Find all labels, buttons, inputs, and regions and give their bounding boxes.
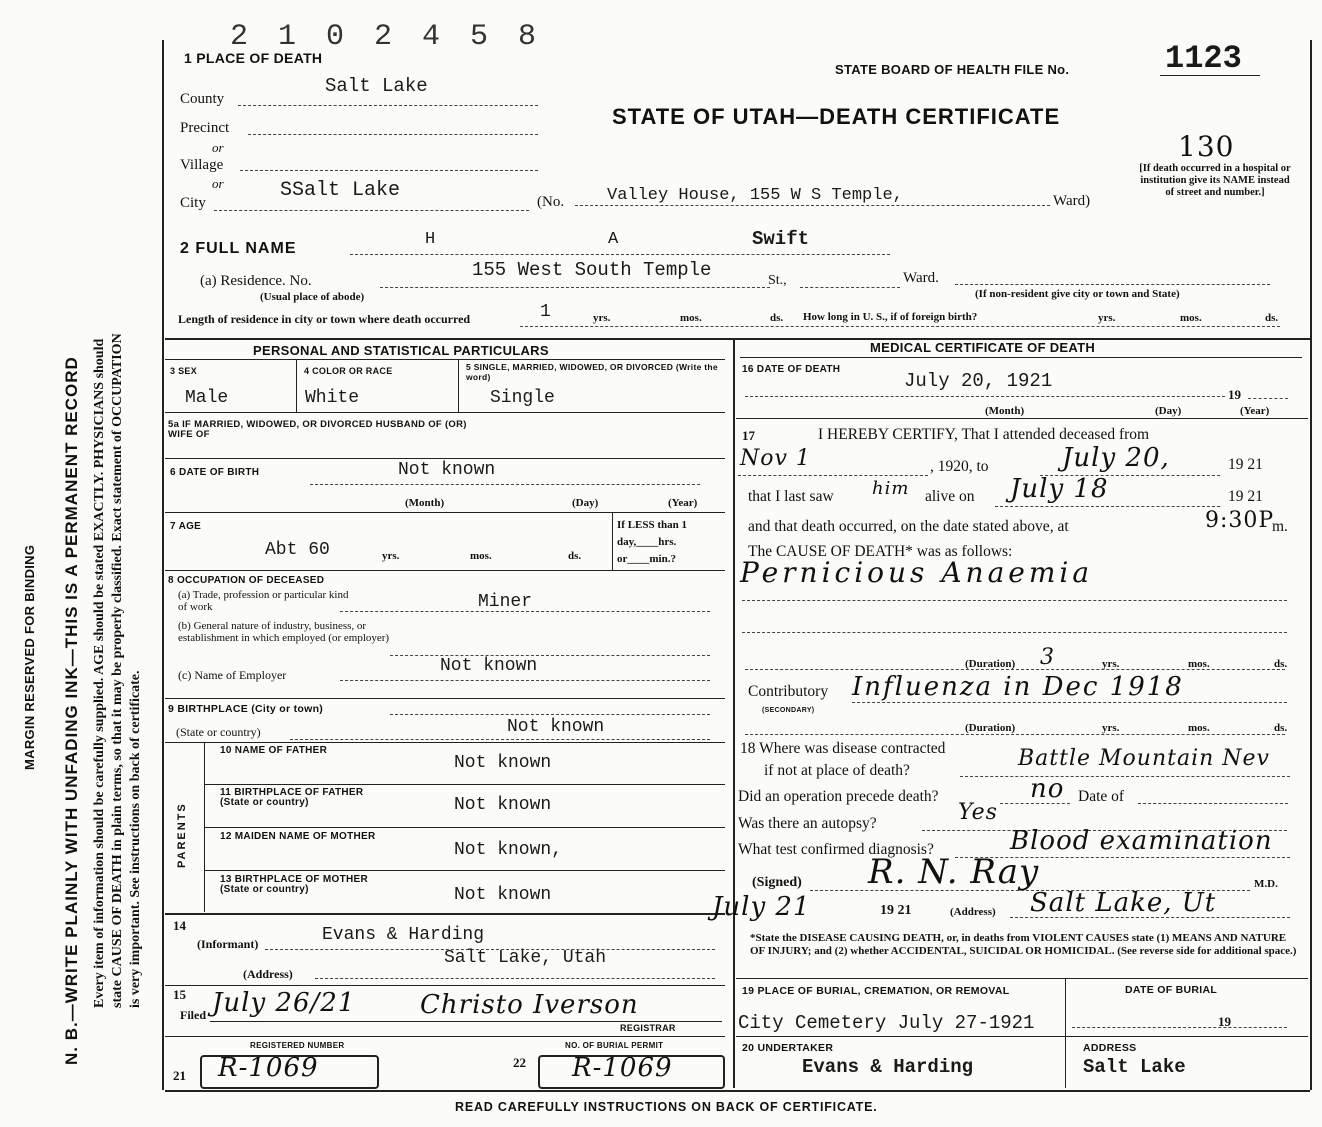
date-of-death-line	[745, 396, 1225, 397]
father-name-value: Not known	[454, 753, 552, 773]
informant-value: Evans & Harding	[322, 925, 485, 945]
age-label: 7 AGE	[170, 521, 202, 532]
residence-ward-label: Ward.	[903, 270, 939, 286]
industry-line	[390, 655, 710, 656]
form-right-border	[1310, 40, 1312, 1090]
section-divider	[733, 338, 735, 1088]
age-value: Abt 60	[265, 540, 330, 560]
length-mos-label: mos.	[680, 312, 702, 324]
middle-initial: A	[608, 230, 619, 249]
certificate-title: STATE OF UTAH—DEATH CERTIFICATE	[612, 104, 1061, 129]
last-saw-date: July 18	[1010, 474, 1109, 504]
row-rule-4	[165, 570, 725, 571]
dob-line	[310, 484, 700, 485]
non-resident-label: (If non-resident give city or town and State)	[975, 288, 1180, 300]
section-top-rule	[165, 338, 1310, 340]
secondary-label: (SECONDARY)	[762, 707, 815, 714]
cause-line-1	[742, 600, 1287, 601]
duration2-ds: ds.	[1274, 722, 1288, 734]
usual-abode-label: (Usual place of abode)	[260, 291, 365, 303]
duration2-line	[745, 734, 1285, 735]
cause-of-death: Pernicious Anaemia	[740, 556, 1094, 589]
duration-line	[745, 669, 1285, 670]
burial-place-label: 19 PLACE OF BURIAL, CREMATION, OR REMOVAL	[742, 985, 1010, 997]
dob-value: Not known	[398, 460, 496, 480]
registered-prefix: 21	[173, 1068, 186, 1083]
spouse-label: 5a IF MARRIED, WIDOWED, OR DIVORCED HUSBAND OF (OR) WIFE OF	[168, 419, 467, 440]
attended-from-line	[738, 475, 928, 476]
row-rule-9	[205, 870, 725, 871]
handwritten-number: 130	[1178, 130, 1235, 163]
birthplace-city-line	[390, 714, 710, 715]
medical-rule-1	[736, 418, 1308, 419]
row-rule-2	[165, 458, 725, 459]
cause-label: The CAUSE OF DEATH* was as follows:	[748, 543, 1013, 560]
physician-address-line	[1010, 917, 1290, 918]
sex-color-divider	[296, 360, 297, 412]
city-line	[214, 210, 529, 211]
county-label: County	[180, 91, 225, 107]
file-no-label: STATE BOARD OF HEALTH FILE No.	[835, 62, 1070, 77]
residence-value: 155 West South Temple	[472, 259, 712, 281]
informant-label: (Informant)	[197, 937, 259, 951]
operation-label: Did an operation precede death?	[738, 788, 939, 805]
filed-number: 15	[173, 987, 186, 1002]
personal-header-rule	[165, 359, 725, 360]
precinct-label: Precinct	[180, 120, 230, 136]
operation-line	[1000, 803, 1070, 804]
row-rule-6	[165, 742, 725, 743]
autopsy-value: Yes	[958, 800, 998, 825]
mother-name-value: Not known,	[454, 840, 563, 860]
age-less-divider	[612, 512, 613, 570]
place-of-death-label: 1 PLACE OF DEATH	[184, 50, 323, 66]
certify-text: I HEREBY CERTIFY, That I attended deceased from	[818, 426, 1150, 443]
operation-date-line	[1138, 803, 1288, 804]
registrar-label: REGISTRAR	[620, 1023, 676, 1033]
time-of-death: 9:30P	[1205, 508, 1275, 533]
occupation-value: Miner	[478, 592, 533, 612]
burial-date-line	[1072, 1027, 1287, 1028]
parents-label: PARENTS	[176, 802, 188, 868]
duration2-yrs: yrs.	[1102, 722, 1120, 734]
cause-footnote: *State the DISEASE CAUSING DEATH, or, in deaths from VIOLENT CAUSES state (1) MEANS AND NATURE OF INJURY; and (2) whether ACCIDENTAL, SUICIDAL OR HOMICIDAL. (See reverse side for additional space.)	[750, 932, 1297, 957]
row-rule-1	[165, 412, 725, 413]
last-name: Swift	[752, 228, 810, 250]
medical-rule-3	[736, 1036, 1308, 1037]
personal-header: PERSONAL AND STATISTICAL PARTICULARS	[253, 343, 549, 358]
contributory-cause: Influenza in Dec 1918	[852, 672, 1184, 702]
st-line	[800, 287, 900, 288]
first-initial: H	[425, 230, 436, 249]
informant-address-label: (Address)	[243, 967, 293, 981]
mother-name-label: 12 MAIDEN NAME OF MOTHER	[220, 831, 376, 842]
marital-label: 5 SINGLE, MARRIED, WIDOWED, OR DIVORCED (Write the word)	[466, 362, 718, 382]
registered-number: R-1069	[218, 1053, 319, 1083]
operation-value: no	[1030, 774, 1065, 804]
filed-date: July 26/21	[212, 988, 356, 1018]
registered-number-label: REGISTERED NUMBER	[250, 1041, 345, 1050]
dob-month-label: (Month)	[405, 497, 445, 509]
birthplace-state-label: (State or country)	[176, 725, 261, 739]
md-label: M.D.	[1254, 878, 1278, 890]
contributory-label: Contributory	[748, 683, 829, 700]
duration-ds: ds.	[1274, 658, 1288, 670]
physician-address: Salt Lake, Ut	[1030, 888, 1217, 918]
row-rule-11	[165, 985, 725, 986]
father-birthplace-value: Not known	[454, 795, 552, 815]
signed-label: (Signed)	[752, 875, 802, 890]
form-bottom-border	[165, 1090, 1310, 1092]
burial-date-label: DATE OF BURIAL	[1125, 984, 1218, 996]
filed-label: Filed	[180, 1008, 206, 1022]
birthplace-state-line	[290, 739, 710, 740]
occupation-b-label: (b) General nature of industry, business, or establishment in which employed (or employer)	[178, 620, 390, 644]
signed-date: July 21	[712, 892, 811, 922]
mother-birthplace-label: 13 BIRTHPLACE OF MOTHER (State or country)	[220, 874, 369, 895]
last-saw-year: 19 21	[1228, 488, 1263, 505]
test-value: Blood examination	[1010, 826, 1273, 856]
medical-header-rule	[740, 357, 1302, 358]
row-rule-3	[165, 512, 725, 513]
informant-address-line	[315, 978, 715, 979]
duration2-label: (Duration)	[965, 722, 1016, 734]
color-value: White	[305, 388, 360, 408]
less-than-label: If LESS than 1 day,____hrs. or____min.?	[617, 519, 688, 565]
or-text-1: or	[212, 140, 224, 155]
duration-label: (Duration)	[965, 658, 1016, 670]
duration-value: 3	[1040, 645, 1055, 670]
operation-date-label: Date of	[1078, 788, 1125, 805]
instructions-line-2: state CAUSE OF DEATH in plain terms, so that it may be properly classified. Exact statement of OCCUPATION	[110, 333, 125, 1008]
birthplace-value: Not known	[507, 717, 605, 737]
attended-from: Nov 1	[740, 446, 811, 471]
full-name-label: 2 FULL NAME	[180, 240, 297, 257]
burial-permit-prefix: 22	[513, 1055, 526, 1070]
occupation-label: 8 OCCUPATION OF DECEASED	[168, 575, 325, 586]
dob-day-label: (Day)	[572, 497, 599, 509]
medical-rule-2	[736, 978, 1308, 979]
residence-ward-line	[955, 284, 1270, 285]
employer-line	[340, 680, 710, 681]
us-residence-label: How long in U. S., if of foreign birth?	[803, 311, 978, 323]
informant-address-value: Salt Lake, Utah	[444, 948, 607, 968]
undertaker-value: Evans & Harding	[802, 1056, 974, 1078]
sex-value: Male	[185, 388, 229, 408]
date-nineteen: 19	[1228, 387, 1241, 402]
filed-line	[210, 1021, 722, 1022]
death-month-label: (Month)	[985, 405, 1025, 417]
undertaker-address-label: ADDRESS	[1083, 1042, 1137, 1054]
physician-address-label: (Address)	[950, 906, 996, 918]
duration2-mos: mos.	[1188, 722, 1210, 734]
occurred-label: and that death occurred, on the date stated above, at	[748, 518, 1069, 535]
cause-line-2	[742, 632, 1287, 633]
where-contracted-line	[960, 776, 1290, 777]
file-no-line	[1160, 75, 1260, 76]
file-no: 1123	[1165, 40, 1242, 77]
sex-label: 3 SEX	[170, 366, 198, 376]
occupation-line	[340, 611, 710, 612]
signed-year: 19 21	[880, 903, 912, 918]
age-mos-label: mos.	[470, 550, 492, 562]
duration-mos: mos.	[1188, 658, 1210, 670]
hospital-note: [If death occurred in a hospital or institution give its NAME instead of street and number.]	[1139, 163, 1291, 198]
burial-place-value: City Cemetery July 27-1921	[738, 1012, 1035, 1034]
duration-yrs: yrs.	[1102, 658, 1120, 670]
last-saw-line	[995, 506, 1220, 507]
residence-label: (a) Residence. No.	[200, 273, 312, 289]
burial-permit-label: NO. OF BURIAL PERMIT	[565, 1041, 664, 1050]
permanent-record-notice: N. B.—WRITE PLAINLY WITH UNFADING INK—THIS IS A PERMANENT RECORD	[62, 356, 81, 1065]
city-value: SSalt Lake	[280, 179, 401, 202]
row-rule-5	[165, 698, 725, 699]
alive-on-label: alive on	[925, 488, 975, 505]
color-marital-divider	[458, 360, 459, 412]
color-label: 4 COLOR OR RACE	[304, 366, 393, 376]
age-yrs-label: yrs.	[382, 550, 400, 562]
village-line	[240, 170, 538, 171]
autopsy-label: Was there an autopsy?	[738, 815, 877, 832]
undertaker-label: 20 UNDERTAKER	[742, 1042, 834, 1054]
where-contracted: Battle Mountain Nev	[1018, 746, 1270, 771]
instructions-line-3: is very important. See instructions on back of certificate.	[128, 670, 143, 1008]
mother-birthplace-value: Not known	[454, 885, 552, 905]
burial-permit-number: R-1069	[572, 1053, 673, 1083]
village-label: Village	[180, 157, 224, 173]
address-line	[575, 205, 1050, 206]
death-day-label: (Day)	[1155, 405, 1182, 417]
city-label: City	[180, 195, 206, 211]
date-year-line	[1248, 398, 1288, 399]
employer-label: (c) Name of Employer	[178, 668, 287, 682]
binding-margin-text: MARGIN RESERVED FOR BINDING	[22, 544, 37, 770]
stamp-number: 2 1 0 2 4 5 8	[230, 20, 543, 54]
attended-to: July 20,	[1062, 443, 1170, 473]
place-address-value: Valley House, 155 W S Temple,	[607, 186, 903, 205]
length-yrs-label: yrs.	[593, 312, 611, 324]
county-line	[238, 105, 538, 106]
death-year-label: (Year)	[1240, 405, 1270, 417]
contributory-line	[852, 702, 1287, 703]
row-rule-7	[205, 784, 725, 785]
row-rule-10	[165, 913, 725, 915]
burial-date-nineteen: 19	[1218, 1014, 1231, 1029]
or-text-2: or	[212, 176, 224, 191]
row-rule-12	[165, 1036, 725, 1037]
county-value: Salt Lake	[325, 75, 428, 97]
informant-number: 14	[173, 918, 186, 933]
full-name-line	[350, 254, 890, 255]
medical-header: MEDICAL CERTIFICATE OF DEATH	[870, 340, 1096, 355]
burial-divider	[1065, 978, 1066, 1088]
last-saw-label: that I last saw	[748, 488, 834, 505]
attended-from-year: , 1920, to	[930, 458, 989, 475]
form-left-border	[162, 40, 164, 1090]
father-name-label: 10 NAME OF FATHER	[220, 745, 328, 756]
length-of-residence-label: Length of residence in city or town where death occurred	[178, 312, 471, 326]
date-of-death-value: July 20, 1921	[904, 370, 1053, 392]
length-of-residence-years: 1	[540, 302, 551, 322]
length-line	[520, 326, 1280, 327]
us-yrs-label: yrs.	[1098, 312, 1116, 324]
street-no-label: (No.	[537, 194, 565, 210]
date-of-death-label: 16 DATE OF DEATH	[742, 364, 841, 375]
row-rule-8	[205, 827, 725, 828]
registrar-signature: Christo Iverson	[420, 990, 639, 1020]
where-contracted-label: 18 Where was disease contracted	[740, 740, 946, 757]
st-label: St.,	[768, 273, 787, 288]
residence-line	[380, 287, 770, 288]
instructions-line-1: Every item of information should be carefully supplied. AGE should be stated EXACTLY. PHYSICIANS should	[92, 338, 107, 1008]
dob-year-label: (Year)	[668, 497, 698, 509]
marital-value: Single	[490, 388, 555, 408]
ward-label: Ward)	[1053, 193, 1091, 209]
father-birthplace-label: 11 BIRTHPLACE OF FATHER (State or country)	[220, 787, 364, 808]
age-ds-label: ds.	[568, 550, 582, 562]
where-contracted-label-2: if not at place of death?	[764, 762, 910, 779]
employer-value: Not known	[440, 656, 538, 676]
birthplace-label: 9 BIRTHPLACE (City or town)	[168, 703, 324, 715]
us-ds-label: ds.	[1265, 312, 1279, 324]
undertaker-address-value: Salt Lake	[1083, 1056, 1186, 1078]
us-mos-label: mos.	[1180, 312, 1202, 324]
physician-signature: R. N. Ray	[868, 852, 1040, 892]
dob-label: 6 DATE OF BIRTH	[170, 467, 260, 478]
footer-note: READ CAREFULLY INSTRUCTIONS ON BACK OF CERTIFICATE.	[455, 1100, 878, 1114]
last-saw-him: him	[872, 478, 910, 499]
precinct-line	[248, 134, 538, 135]
time-m-label: m.	[1272, 518, 1288, 535]
length-ds-label: ds.	[770, 312, 784, 324]
occupation-a-label: (a) Trade, profession or particular kind of work	[178, 589, 349, 613]
certify-number: 17	[742, 428, 755, 443]
test-label: What test confirmed diagnosis?	[738, 841, 934, 858]
attended-to-year: 19 21	[1228, 456, 1263, 473]
